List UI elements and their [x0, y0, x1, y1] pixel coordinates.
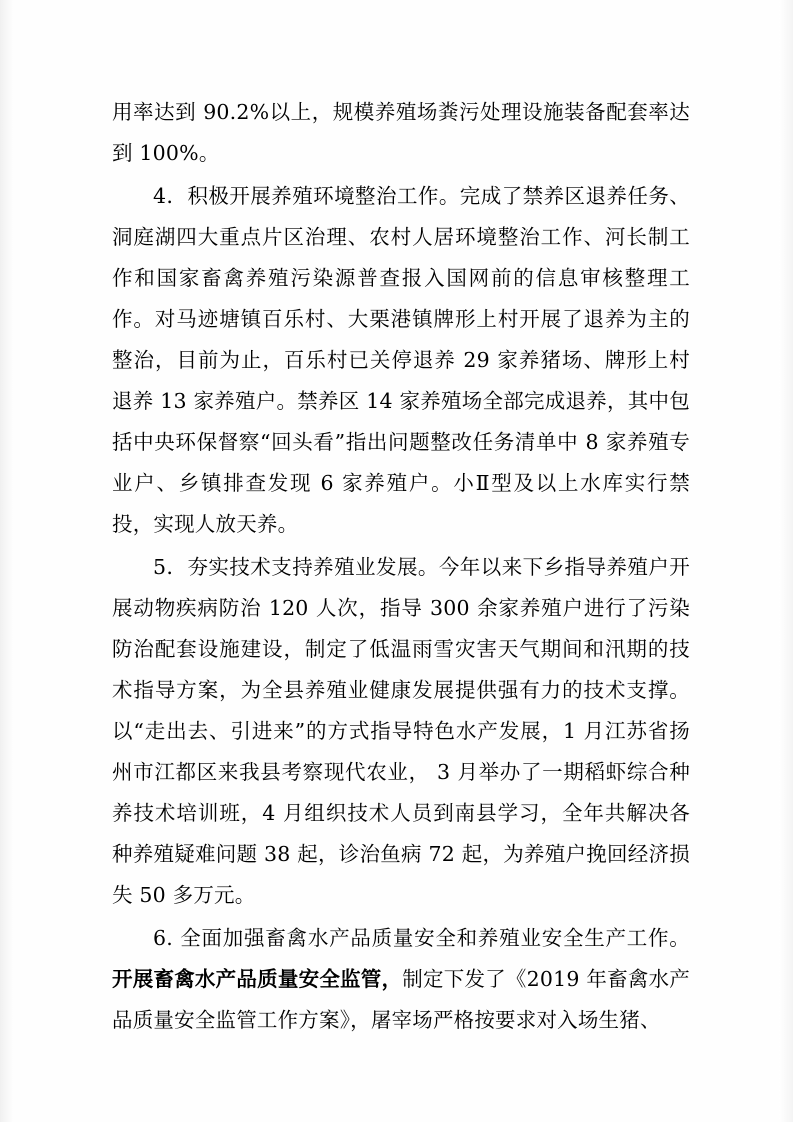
paragraph-text: 用率达到 90.2%以上，规模养殖场粪污处理设施装备配套率达到 100%。: [112, 100, 690, 165]
paragraph-text-part-1: 6. 全面加强畜禽水产品质量安全和养殖业安全生产工作。: [153, 926, 690, 950]
paragraph-item-6: [112, 918, 690, 1041]
paragraph-continued: [112, 92, 690, 174]
paragraph-item-4: [112, 176, 690, 545]
paragraph-text: 4．积极开展养殖环境整治工作。完成了禁养区退养任务、洞庭湖四大重点片区治理、农村人居环境整治工作、河长制工作和国家畜禽养殖污染源普查报入国网前的信息审核整理工作。对马迹塘镇百乐村、大栗港镇牌形上村开展了退养为主的整治，目前为止，百乐村已关停退养 29 家养猪场、牌形上村退养 13 家养殖户。禁养区 14 家养殖场全部完成退养，其中包括中央环保督察“回头看”指出问题整改任务清单中 8 家养殖专业户、乡镇排查发现 6 家养殖户。小Ⅱ型及以上水库实行禁投，实现人放天养。: [112, 184, 690, 536]
paragraph-text-emphasis: 开展畜禽水产品质量安全监管，: [112, 967, 403, 991]
paragraph-text-part-2: 制定下发了《2019 年畜禽水产品质量安全监管工作方案》，屠宰场严格按要求对入场生猪、: [112, 967, 690, 1032]
paragraph-text: 5．夯实技术支持养殖业发展。今年以来下乡指导养殖户开展动物疾病防治 120 人次，指导 300 余家养殖户进行了污染防治配套设施建设，制定了低温雨雪灾害天气期间和汛期的技术指导方案，为全县养殖业健康发展提供强有力的技术支撑。以“走出去、引进来”的方式指导特色水产发展，1 月江苏省扬州市江都区来我县考察现代农业， 3 月举办了一期稻虾综合种养技术培训班，4 月组织技术人员到南县学习，全年共解决各种养殖疑难问题 38 起，诊治鱼病 72 起，为养殖户挽回经济损失 50 多万元。: [112, 555, 690, 907]
page-left-shading: [0, 0, 14, 1122]
document-body: [112, 92, 690, 1043]
paragraph-item-5: [112, 547, 690, 916]
page-right-shading: [779, 0, 793, 1122]
